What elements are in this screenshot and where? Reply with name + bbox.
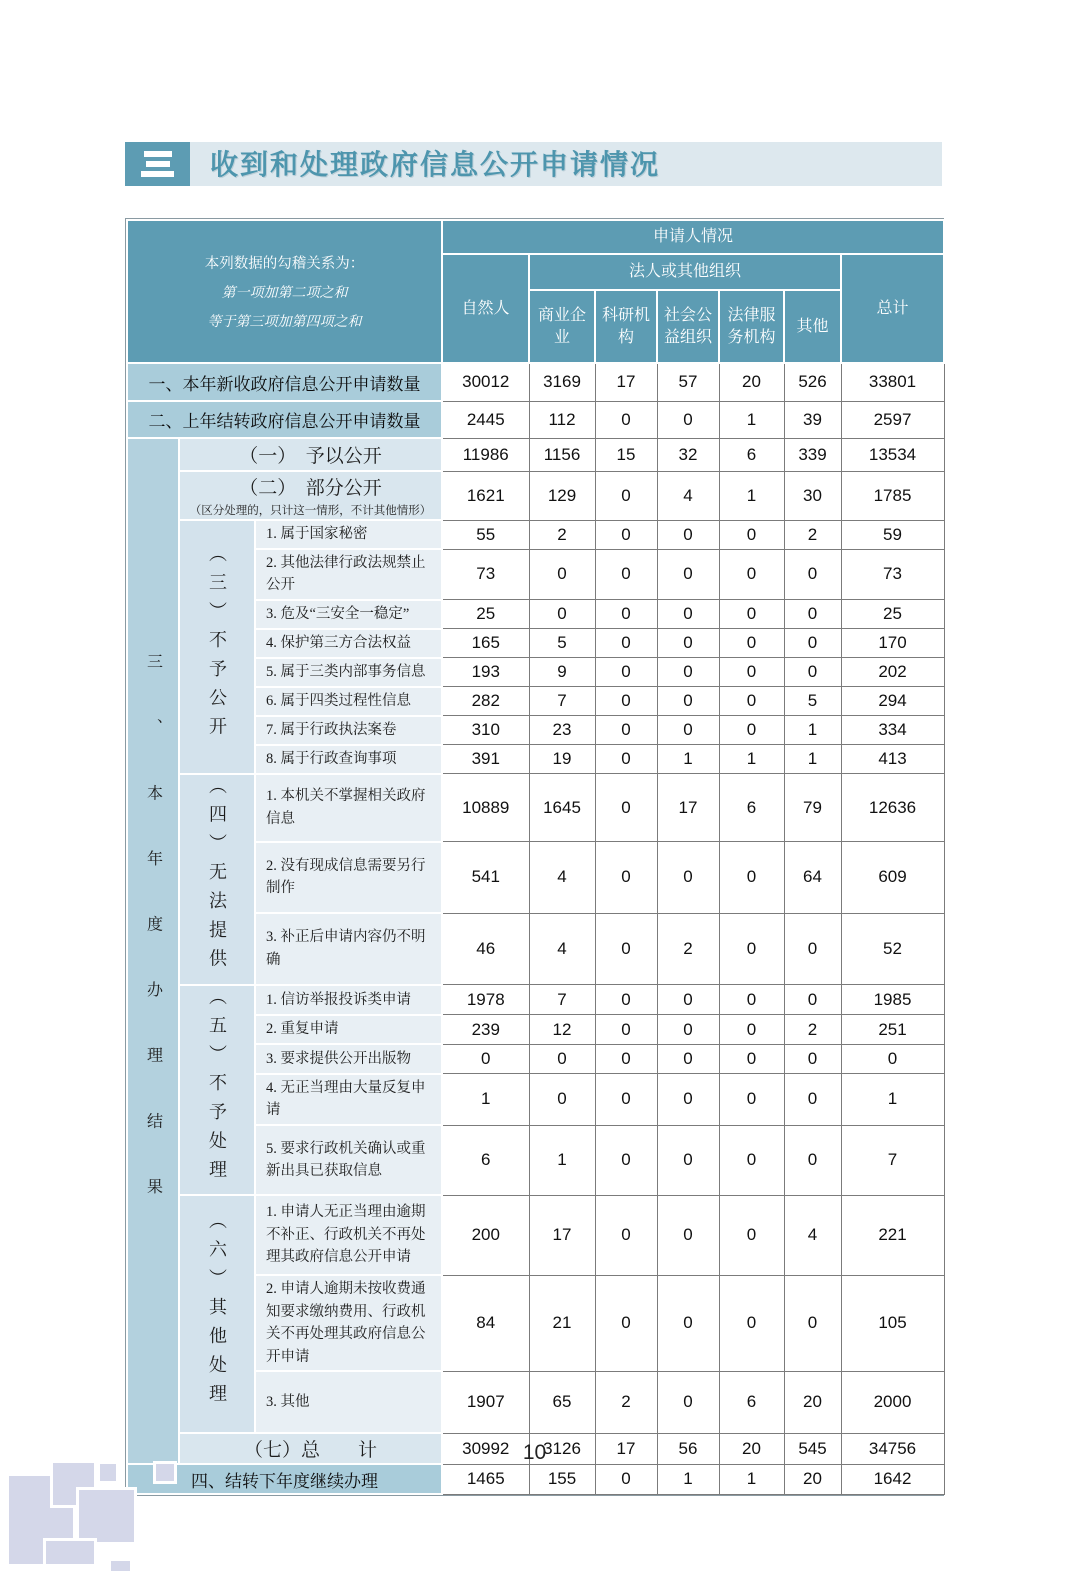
- row-label-text: （五）不予处理: [207, 986, 227, 1189]
- data-cell: 25: [841, 600, 944, 629]
- row-label-publications: [255, 1044, 442, 1073]
- section-three-icon: [125, 142, 190, 186]
- data-cell: 1: [442, 1074, 529, 1126]
- data-cell: 0: [595, 1044, 657, 1073]
- data-cell: 0: [595, 600, 657, 629]
- data-cell: 0: [657, 658, 719, 687]
- data-cell: 0: [657, 520, 719, 549]
- table-row: [127, 401, 944, 438]
- row-label-repetitive-requests: [255, 1074, 442, 1126]
- row-label-text: （一） 予以公开: [239, 446, 382, 467]
- deco-square: [108, 1558, 133, 1571]
- data-cell: 11986: [442, 438, 529, 471]
- data-cell: 1: [719, 401, 784, 438]
- row-label-repeat-application: [255, 1015, 442, 1044]
- data-cell: 1642: [841, 1464, 944, 1494]
- corner-note-line2: 第一项加第二项之和: [221, 286, 348, 301]
- row-label-needs-creation: [255, 842, 442, 913]
- data-cell: 0: [595, 774, 657, 842]
- data-cell: 0: [657, 716, 719, 745]
- data-cell: 0: [719, 658, 784, 687]
- data-cell: 0: [784, 1044, 841, 1073]
- data-cell: 15: [595, 438, 657, 471]
- row-label-petition-type: [255, 985, 442, 1015]
- row-label-text: 3. 危及“三安全一稳定”: [266, 606, 410, 623]
- row-label-text: 2. 重复申请: [266, 1021, 339, 1038]
- data-cell: 339: [784, 438, 841, 471]
- col-header-business: 商业企业: [529, 290, 595, 363]
- data-cell: 2445: [442, 401, 529, 438]
- data-cell: 0: [657, 629, 719, 658]
- data-cell: 4: [784, 1195, 841, 1275]
- data-cell: 1465: [442, 1464, 529, 1494]
- data-cell: 1785: [841, 471, 944, 520]
- row-label-process-info: [255, 687, 442, 716]
- table-row: [127, 520, 944, 549]
- data-cell: 112: [529, 401, 595, 438]
- data-cell: 0: [595, 549, 657, 600]
- table-row: [127, 471, 944, 520]
- applications-table: [125, 218, 944, 1496]
- data-cell: 0: [657, 401, 719, 438]
- data-cell: 0: [719, 1044, 784, 1073]
- page-number: 10: [522, 1441, 547, 1464]
- data-cell: 17: [529, 1195, 595, 1275]
- data-cell: 1: [841, 1074, 944, 1126]
- data-cell: 294: [841, 687, 944, 716]
- table-row: [127, 1464, 944, 1494]
- row-label-endanger-safety: [255, 600, 442, 629]
- data-cell: 251: [841, 1015, 944, 1044]
- data-cell: 12: [529, 1015, 595, 1044]
- data-cell: 6: [719, 774, 784, 842]
- row-label-text: （四）无法提供: [207, 775, 227, 978]
- row-label-unavailable: [179, 774, 255, 985]
- data-cell: 0: [719, 842, 784, 913]
- data-cell: 0: [784, 985, 841, 1015]
- data-cell: 1645: [529, 774, 595, 842]
- row-label-text: （三）不予公开: [207, 543, 227, 746]
- row-label-text: 1. 本机关不掌握相关政府信息: [266, 788, 426, 827]
- data-cell: 391: [442, 745, 529, 774]
- data-cell: 0: [595, 471, 657, 520]
- data-cell: 0: [719, 520, 784, 549]
- data-cell: 21: [529, 1275, 595, 1371]
- row-label-still-unclear: [255, 913, 442, 985]
- data-cell: 0: [784, 629, 841, 658]
- data-cell: 541: [442, 842, 529, 913]
- data-cell: 9: [529, 658, 595, 687]
- data-cell: 170: [841, 629, 944, 658]
- data-cell: 1: [719, 1464, 784, 1494]
- data-cell: 1978: [442, 985, 529, 1015]
- data-cell: 0: [595, 687, 657, 716]
- row-label-text: 5. 属于三类内部事务信息: [266, 664, 426, 681]
- row-label-text: （二） 部分公开: [239, 478, 382, 499]
- data-cell: 0: [784, 600, 841, 629]
- table-row: [127, 774, 944, 842]
- data-cell: 413: [841, 745, 944, 774]
- data-cell: 30: [784, 471, 841, 520]
- data-cell: 46: [442, 913, 529, 985]
- data-cell: 5: [529, 629, 595, 658]
- data-cell: 0: [657, 1371, 719, 1433]
- data-cell: 7: [841, 1125, 944, 1195]
- data-cell: 0: [595, 1195, 657, 1275]
- data-cell: 1: [719, 471, 784, 520]
- row-label-admin-inquiry: [255, 745, 442, 774]
- col-header-other: 其他: [784, 290, 841, 363]
- row-label-note: （区分处理的，只计这一情形，不计其他情形）: [189, 505, 432, 517]
- row-label-not-processed: [179, 985, 255, 1196]
- statistics-table: [126, 219, 945, 1495]
- data-cell: 0: [595, 658, 657, 687]
- data-cell: 0: [657, 1275, 719, 1371]
- data-cell: 0: [841, 1044, 944, 1073]
- row-label-text: 6. 属于四类过程性信息: [266, 693, 411, 710]
- data-cell: 84: [442, 1275, 529, 1371]
- data-cell: 0: [529, 549, 595, 600]
- data-cell: 282: [442, 687, 529, 716]
- data-cell: 73: [841, 549, 944, 600]
- row-label-text: 5. 要求行政机关确认或重新出具已获取信息: [266, 1140, 426, 1180]
- data-cell: 334: [841, 716, 944, 745]
- data-cell: 55: [442, 520, 529, 549]
- row-label-not-held: [255, 774, 442, 842]
- data-cell: 310: [442, 716, 529, 745]
- row-label-granted: [179, 438, 442, 471]
- data-cell: 239: [442, 1015, 529, 1044]
- data-cell: 73: [442, 549, 529, 600]
- data-cell: 3169: [529, 363, 595, 401]
- data-cell: 0: [657, 600, 719, 629]
- data-cell: 52: [841, 913, 944, 985]
- row-label-text: （七）总 计: [243, 1440, 377, 1462]
- data-cell: 0: [595, 1125, 657, 1195]
- data-cell: 105: [841, 1275, 944, 1371]
- data-cell: 12636: [841, 774, 944, 842]
- col-header-legal-org: 法人或其他组织: [529, 254, 841, 290]
- data-cell: 0: [784, 1125, 841, 1195]
- data-cell: 7: [529, 687, 595, 716]
- row-label-text: 2. 申请人逾期未按收费通知要求缴纳费用、行政机关不再处理其政府信息公开申请: [266, 1281, 426, 1365]
- data-cell: 0: [442, 1044, 529, 1073]
- data-cell: 0: [529, 1044, 595, 1073]
- deco-square: [76, 1487, 137, 1545]
- data-cell: 0: [657, 842, 719, 913]
- row-label-denied: [179, 520, 255, 774]
- row-label-text: 2. 没有现成信息需要另行制作: [266, 857, 426, 897]
- deco-square: [97, 1461, 119, 1484]
- data-cell: 10889: [442, 774, 529, 842]
- data-cell: 609: [841, 842, 944, 913]
- page-title: 收到和处理政府信息公开申请情况: [210, 149, 661, 180]
- data-cell: 64: [784, 842, 841, 913]
- data-cell: 0: [657, 687, 719, 716]
- data-cell: 0: [719, 1275, 784, 1371]
- row-label-other-handling: [179, 1195, 255, 1433]
- data-cell: 0: [719, 985, 784, 1015]
- data-cell: 1: [657, 1464, 719, 1494]
- data-cell: 0: [595, 1464, 657, 1494]
- data-cell: 6: [442, 1125, 529, 1195]
- data-cell: 0: [719, 687, 784, 716]
- row-label-text: 3. 其他: [266, 1393, 310, 1410]
- row-label-other: [255, 1371, 442, 1433]
- data-cell: 30012: [442, 363, 529, 401]
- row-label-enforcement-files: [255, 716, 442, 745]
- data-cell: 0: [529, 600, 595, 629]
- data-cell: 0: [784, 658, 841, 687]
- data-cell: 32: [657, 438, 719, 471]
- row-label-prohibited-by-law: [255, 549, 442, 600]
- row-label-text: 四、结转下年度继续办理: [191, 1471, 378, 1491]
- data-cell: 1907: [442, 1371, 529, 1433]
- data-cell: 0: [719, 1015, 784, 1044]
- data-cell: 1156: [529, 438, 595, 471]
- data-cell: 0: [595, 842, 657, 913]
- data-cell: 65: [529, 1371, 595, 1433]
- data-cell: 2: [529, 520, 595, 549]
- data-cell: 0: [657, 1044, 719, 1073]
- data-cell: 155: [529, 1464, 595, 1494]
- row-label-text: 4. 保护第三方合法权益: [266, 635, 411, 652]
- table-row: [127, 985, 944, 1015]
- data-cell: 221: [841, 1195, 944, 1275]
- data-cell: 20: [719, 363, 784, 401]
- data-cell: 4: [529, 913, 595, 985]
- row-label-reconfirm-info: [255, 1125, 442, 1195]
- data-cell: 0: [657, 985, 719, 1015]
- data-cell: 0: [719, 716, 784, 745]
- data-cell: 0: [657, 1195, 719, 1275]
- table-row: [127, 438, 944, 471]
- row-label-carried-over: [127, 401, 442, 438]
- data-cell: 20: [784, 1371, 841, 1433]
- table-head: [127, 220, 944, 363]
- data-cell: 1985: [841, 985, 944, 1015]
- row-label-overdue-no-correction: [255, 1195, 442, 1275]
- data-cell: 0: [657, 1074, 719, 1126]
- data-cell: 0: [657, 1015, 719, 1044]
- row-label-text: 三、本年度办理结果: [144, 653, 162, 1244]
- data-cell: 20: [719, 1433, 784, 1464]
- row-label-new-applications: [127, 363, 442, 401]
- data-cell: 39: [784, 401, 841, 438]
- data-cell: 1: [784, 716, 841, 745]
- data-cell: 56: [657, 1433, 719, 1464]
- data-cell: 1: [529, 1125, 595, 1195]
- row-label-text: 1. 属于国家秘密: [266, 526, 368, 543]
- data-cell: 0: [595, 629, 657, 658]
- data-cell: 545: [784, 1433, 841, 1464]
- data-cell: 4: [657, 471, 719, 520]
- row-label-annual-results: [127, 438, 179, 1464]
- col-header-applicant: 申请人情况: [442, 220, 944, 254]
- data-cell: 0: [595, 520, 657, 549]
- data-cell: 1: [657, 745, 719, 774]
- data-cell: 0: [719, 1074, 784, 1126]
- col-header-legal-service: 法律服务机构: [719, 290, 784, 363]
- row-label-text: 二、上年结转政府信息公开申请数量: [148, 412, 421, 431]
- data-cell: 2: [784, 520, 841, 549]
- row-label-text: 2. 其他法律行政法规禁止公开: [266, 555, 426, 594]
- data-cell: 0: [719, 913, 784, 985]
- data-cell: 30992: [442, 1433, 529, 1464]
- data-cell: 0: [657, 549, 719, 600]
- corner-note-line1: 本列数据的勾稽关系为：: [204, 256, 365, 272]
- data-cell: 34756: [841, 1433, 944, 1464]
- corner-note-line3: 等于第三项加第四项之和: [207, 315, 362, 330]
- row-label-text: （六）其他处理: [207, 1210, 227, 1413]
- data-cell: 0: [595, 401, 657, 438]
- data-cell: 0: [719, 1125, 784, 1195]
- data-cell: 0: [784, 549, 841, 600]
- data-cell: 0: [595, 1275, 657, 1371]
- data-cell: 33801: [841, 363, 944, 401]
- row-label-text: 8. 属于行政查询事项: [266, 751, 397, 768]
- data-cell: 1621: [442, 471, 529, 520]
- data-cell: 202: [841, 658, 944, 687]
- data-cell: 200: [442, 1195, 529, 1275]
- data-cell: 2: [595, 1371, 657, 1433]
- data-cell: 23: [529, 716, 595, 745]
- col-header-welfare: 社会公益组织: [657, 290, 719, 363]
- header-row-1: [127, 220, 944, 254]
- data-cell: 2000: [841, 1371, 944, 1433]
- col-header-total: 总计: [841, 254, 944, 363]
- row-label-partially-granted: [179, 471, 442, 520]
- data-cell: 3126: [529, 1433, 595, 1464]
- data-cell: 0: [719, 1195, 784, 1275]
- table-row: [127, 1195, 944, 1275]
- data-cell: 19: [529, 745, 595, 774]
- corner-note: [127, 220, 442, 363]
- data-cell: 4: [529, 842, 595, 913]
- row-label-unpaid-fees: [255, 1275, 442, 1371]
- data-cell: 6: [719, 1371, 784, 1433]
- row-label-text: 3. 要求提供公开出版物: [266, 1050, 411, 1067]
- data-cell: 0: [529, 1074, 595, 1126]
- row-label-state-secret: [255, 520, 442, 549]
- data-cell: 2597: [841, 401, 944, 438]
- data-cell: 0: [784, 1275, 841, 1371]
- data-cell: 6: [719, 438, 784, 471]
- row-label-text: 4. 无正当理由大量反复申请: [266, 1079, 426, 1119]
- data-cell: 1: [784, 745, 841, 774]
- data-cell: 0: [595, 745, 657, 774]
- data-cell: 2: [784, 1015, 841, 1044]
- data-cell: 7: [529, 985, 595, 1015]
- data-cell: 0: [595, 985, 657, 1015]
- data-cell: 1: [719, 745, 784, 774]
- data-cell: 0: [595, 913, 657, 985]
- row-label-text: 7. 属于行政执法案卷: [266, 722, 397, 739]
- data-cell: 79: [784, 774, 841, 842]
- data-cell: 0: [595, 1015, 657, 1044]
- data-cell: 20: [784, 1464, 841, 1494]
- data-cell: 25: [442, 600, 529, 629]
- data-cell: 526: [784, 363, 841, 401]
- data-cell: 59: [841, 520, 944, 549]
- data-cell: 165: [442, 629, 529, 658]
- col-header-research: 科研机构: [595, 290, 657, 363]
- row-label-internal-affairs: [255, 658, 442, 687]
- data-cell: 17: [595, 1433, 657, 1464]
- row-label-text: 1. 申请人无正当理由逾期不补正、行政机关不再处理其政府信息公开申请: [266, 1204, 426, 1266]
- data-cell: 0: [719, 549, 784, 600]
- data-cell: 13534: [841, 438, 944, 471]
- table-row: [127, 363, 944, 401]
- data-cell: 0: [719, 629, 784, 658]
- data-cell: 0: [595, 1074, 657, 1126]
- data-cell: 193: [442, 658, 529, 687]
- deco-square: [43, 1538, 97, 1567]
- row-label-third-party-rights: [255, 629, 442, 658]
- data-cell: 129: [529, 471, 595, 520]
- data-cell: 5: [784, 687, 841, 716]
- row-label-text: 1. 信访举报投诉类申请: [266, 991, 411, 1008]
- data-cell: 0: [657, 1125, 719, 1195]
- data-cell: 0: [784, 913, 841, 985]
- col-header-natural-person: 自然人: [442, 254, 529, 363]
- data-cell: 2: [657, 913, 719, 985]
- section-header: [125, 142, 942, 186]
- data-cell: 0: [719, 600, 784, 629]
- deco-square: [153, 1461, 177, 1484]
- table-body: [127, 363, 944, 1494]
- data-cell: 17: [595, 363, 657, 401]
- row-label-text: 3. 补正后申请内容仍不明确: [266, 929, 426, 968]
- data-cell: 57: [657, 363, 719, 401]
- row-label-text: 一、本年新收政府信息公开申请数量: [148, 374, 421, 394]
- data-cell: 0: [784, 1074, 841, 1126]
- data-cell: 0: [595, 716, 657, 745]
- data-cell: 17: [657, 774, 719, 842]
